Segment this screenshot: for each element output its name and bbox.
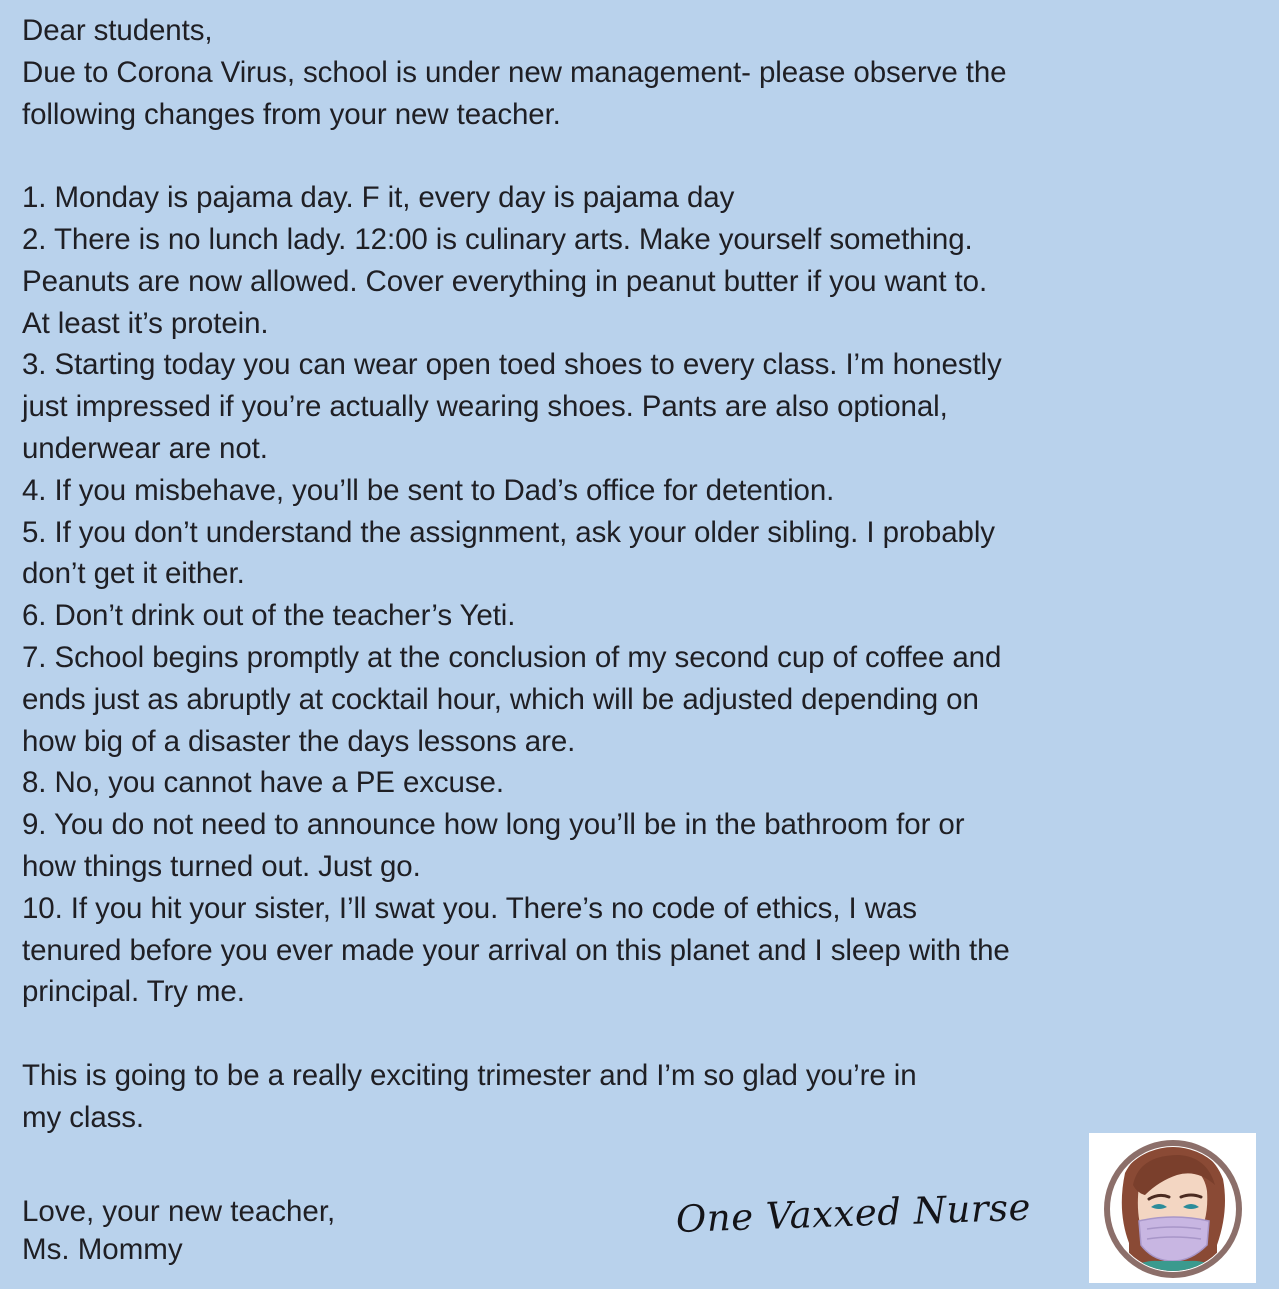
intro-line: Due to Corona Virus, school is under new management- please observe the: [22, 55, 1007, 89]
list-item-5: 5. If you don’t understand the assignment, ask your older sibling. I probably: [22, 515, 995, 549]
list-item-7-cont: how big of a disaster the days lessons are.: [22, 724, 576, 758]
signature-name: Ms. Mommy: [22, 1233, 183, 1266]
signoff: Love, your new teacher,: [22, 1195, 336, 1228]
list-item-3-cont: just impressed if you’re actually wearing shoes. Pants are also optional,: [22, 390, 948, 424]
signature-block: [22, 1193, 335, 1269]
list-item-10-cont: tenured before you ever made your arrival on this planet and I sleep with the: [22, 933, 1010, 967]
paragraph-gap: [22, 1013, 1262, 1055]
list-item-2: 2. There is no lunch lady. 12:00 is culinary arts. Make yourself something.: [22, 222, 973, 256]
list-item-3: 3. Starting today you can wear open toed shoes to every class. I’m honestly: [22, 348, 1002, 382]
list-item-4: 4. If you misbehave, you’ll be sent to Dad’s office for detention.: [22, 473, 835, 507]
watermark-text: One Vaxxed Nurse: [675, 1185, 1032, 1241]
greeting: Dear students,: [22, 14, 213, 47]
letter-body: [22, 10, 1262, 1139]
list-item-10-cont: principal. Try me.: [22, 975, 245, 1009]
closing-line: This is going to be a really exciting trimester and I’m so glad you’re in: [22, 1058, 917, 1092]
list-item-6: 6. Don’t drink out of the teacher’s Yeti.: [22, 599, 516, 633]
intro-line: following changes from your new teacher.: [22, 97, 561, 131]
list-item-9: 9. You do not need to announce how long you’ll be in the bathroom for or: [22, 808, 965, 842]
paragraph-gap: [22, 135, 1262, 177]
list-item-2-cont: At least it’s protein.: [22, 306, 269, 340]
list-item-1: 1. Monday is pajama day. F it, every day is pajama day: [22, 181, 735, 215]
list-item-3-cont: underwear are not.: [22, 431, 268, 465]
list-item-9-cont: how things turned out. Just go.: [22, 849, 421, 883]
masked-nurse-avatar-icon: [1089, 1133, 1256, 1283]
list-item-7-cont: ends just as abruptly at cocktail hour, which will be adjusted depending on: [22, 682, 979, 716]
closing-line: my class.: [22, 1100, 145, 1134]
list-item-2-cont: Peanuts are now allowed. Cover everything in peanut butter if you want to.: [22, 264, 988, 298]
list-item-5-cont: don’t get it either.: [22, 557, 245, 591]
list-item-8: 8. No, you cannot have a PE excuse.: [22, 766, 504, 800]
list-item-7: 7. School begins promptly at the conclusion of my second cup of coffee and: [22, 640, 1002, 674]
watermark-badge: [1089, 1133, 1256, 1283]
list-item-10: 10. If you hit your sister, I’ll swat you. There’s no code of ethics, I was: [22, 891, 917, 925]
